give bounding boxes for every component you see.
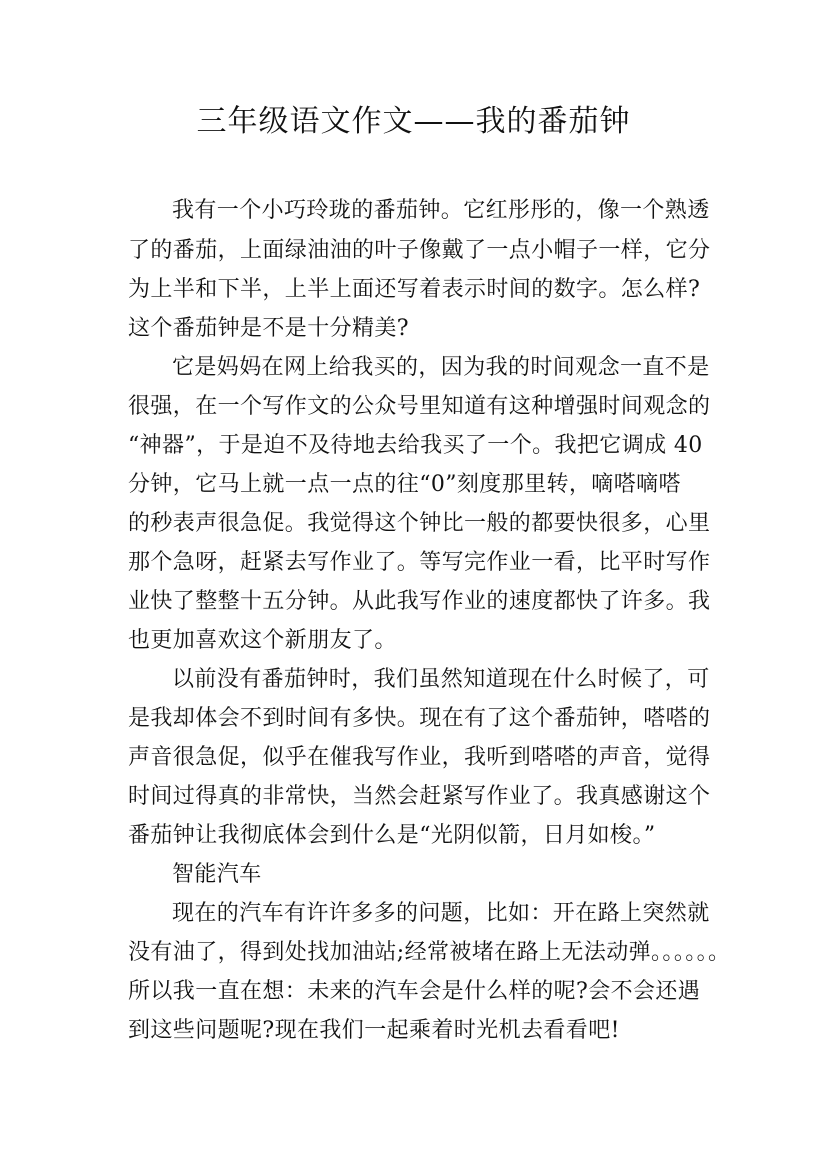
paragraph-line: 现在的汽车有许许多多的问题，比如：开在路上突然就 [172, 901, 710, 926]
paragraph-line: 我有一个小巧玲珑的番茄钟。它红彤彤的，像一个熟透 [172, 198, 710, 223]
paragraph-line: 那个急呀，赶紧去写作业了。等写完作业一看，比平时写作 [128, 550, 711, 575]
section-heading: 智能汽车 [172, 862, 262, 887]
paragraph-line: 时间过得真的非常快，当然会赶紧写作业了。我真感谢这个 [128, 784, 711, 809]
paragraph-line: 分钟，它马上就一点一点的往“0”刻度那里转，嘀嗒嘀嗒 [128, 472, 681, 497]
paragraph-line: 它是妈妈在网上给我买的，因为我的时间观念一直不是 [172, 355, 710, 380]
paragraph-line: 也更加喜欢这个新朋友了。 [128, 628, 397, 653]
document-title: 三年级语文作文——我的番茄钟 [196, 104, 631, 139]
paragraph-line: 所以我一直在想：未来的汽车会是什么样的呢?会不会还遇 [128, 979, 701, 1004]
paragraph-line: 番茄钟让我彻底体会到什么是“光阴似箭，日月如梭。” [128, 823, 656, 848]
paragraph-line: 以前没有番茄钟时，我们虽然知道现在什么时候了，可 [172, 667, 710, 692]
paragraph-line: 没有油了，得到处找加油站;经常被堵在路上无法动弹。。。。。。 [128, 940, 731, 965]
paragraph-line: 业快了整整十五分钟。从此我写作业的速度都快了许多。我 [128, 589, 711, 614]
paragraph-line: 是我却体会不到时间有多快。现在有了这个番茄钟，嗒嗒的 [128, 706, 711, 731]
paragraph-line: 到这些问题呢?现在我们一起乘着时光机去看看吧! [128, 1018, 620, 1043]
paragraph-line: 为上半和下半，上半上面还写着表示时间的数字。怎么样? [128, 277, 701, 302]
paragraph-line: 声音很急促，似乎在催我写作业，我听到嗒嗒的声音，觉得 [128, 745, 711, 770]
paragraph-line: “神器”，于是迫不及待地去给我买了一个。我把它调成 40 [128, 433, 703, 458]
paragraph-line: 很强，在一个写作文的公众号里知道有这种增强时间观念的 [128, 394, 711, 419]
paragraph-line: 的秒表声很急促。我觉得这个钟比一般的都要快很多，心里 [128, 511, 711, 536]
paragraph-line: 了的番茄，上面绿油油的叶子像戴了一点小帽子一样，它分 [128, 238, 711, 263]
paragraph-line: 这个番茄钟是不是十分精美? [128, 316, 409, 341]
